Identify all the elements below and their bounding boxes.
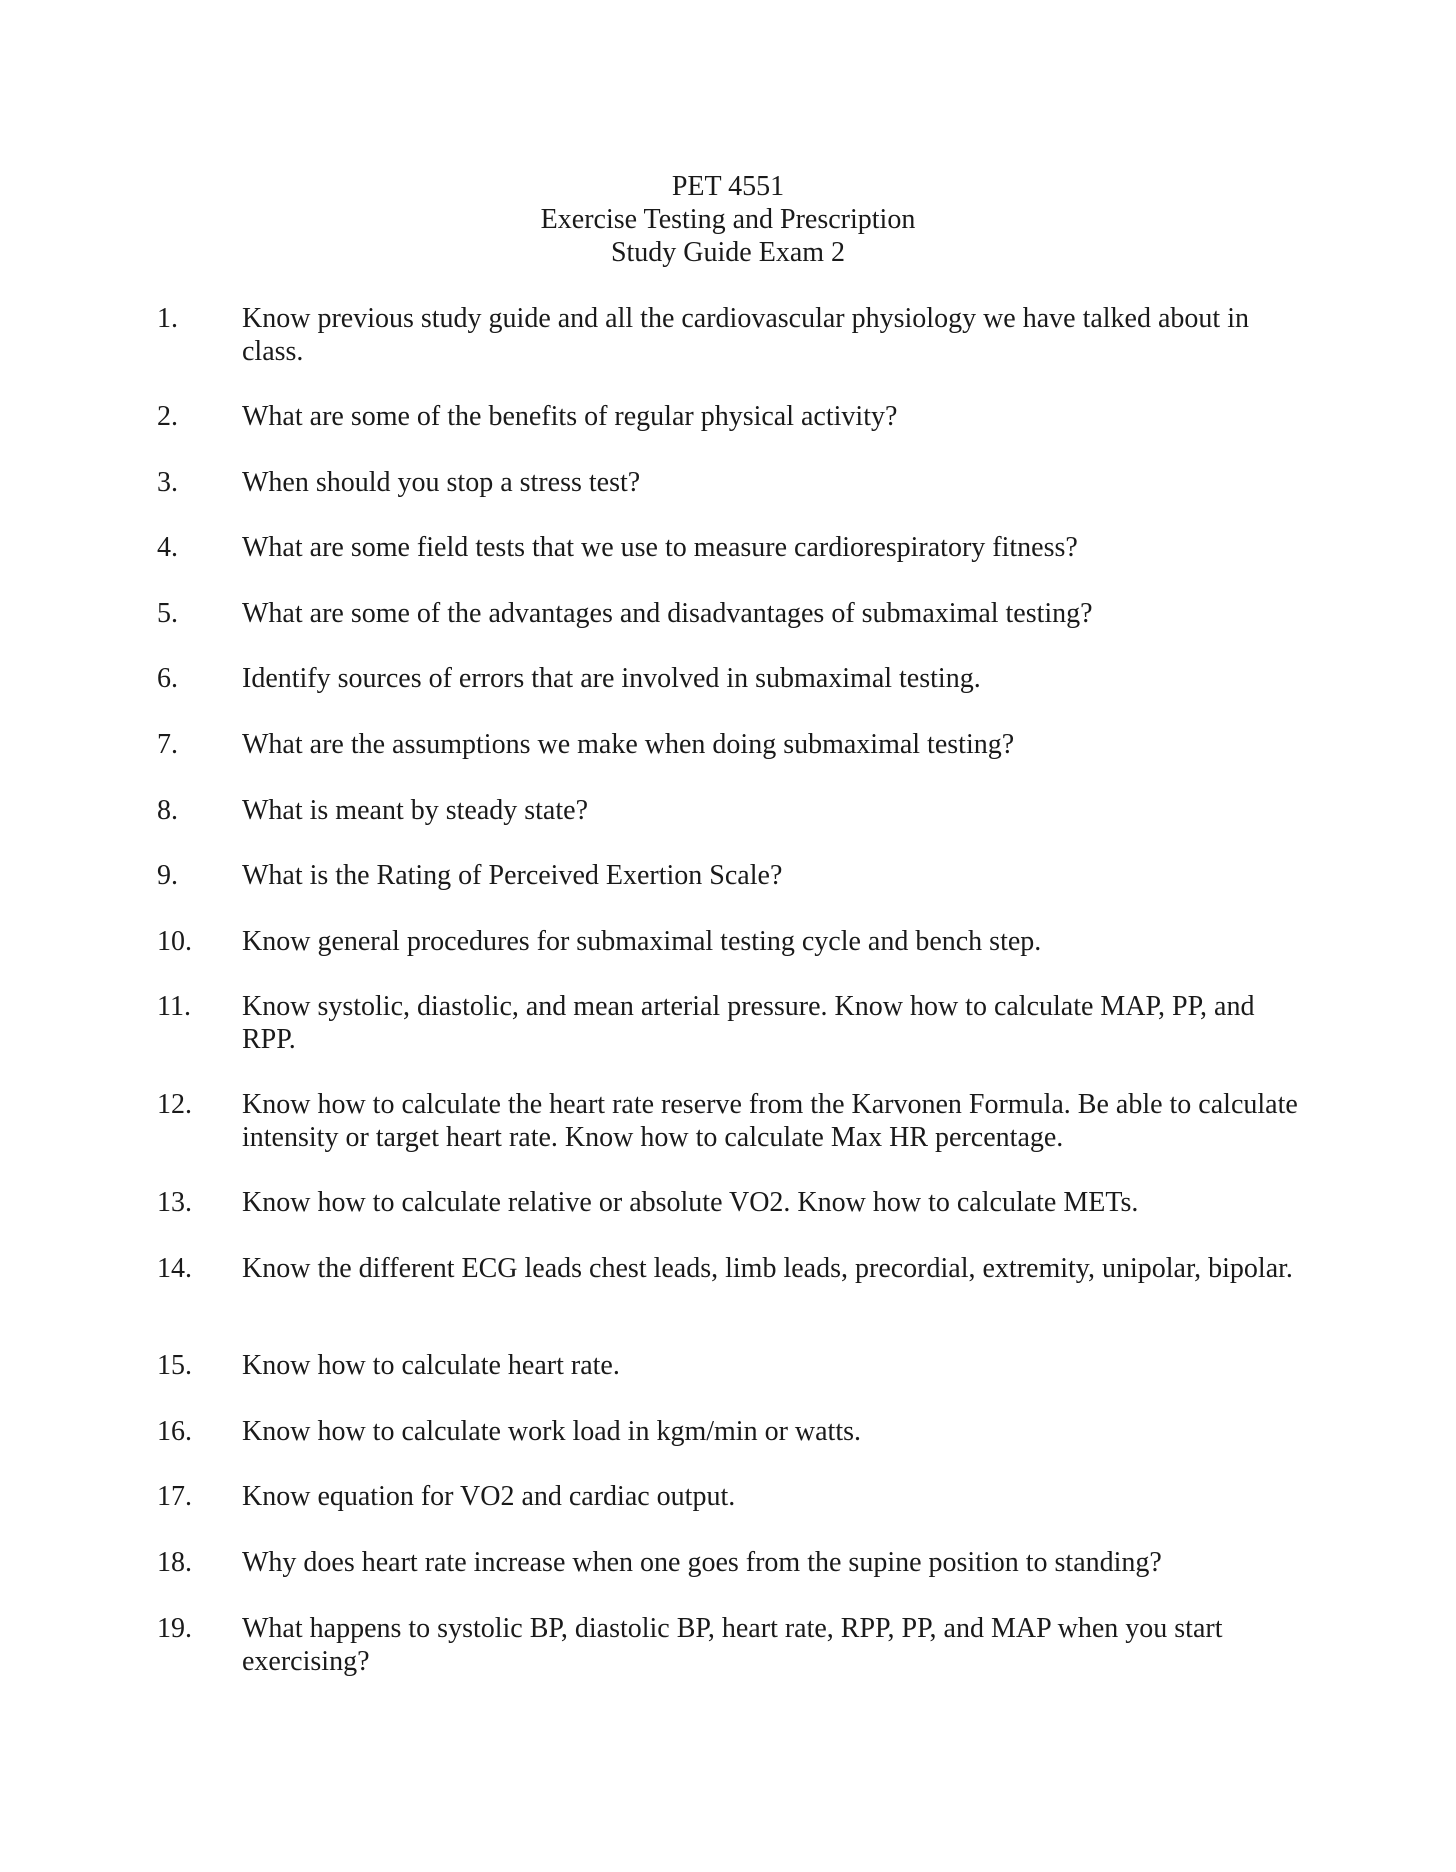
item-text: When should you stop a stress test? bbox=[242, 467, 641, 498]
item-text: Know previous study guide and all the cardiovascular physiology we have talked about in class. bbox=[242, 303, 1249, 367]
item-number: 19. bbox=[157, 1613, 192, 1644]
item-number: 16. bbox=[157, 1416, 192, 1447]
item-number: 12. bbox=[157, 1089, 192, 1120]
item-number: 5. bbox=[157, 598, 178, 629]
course-code: PET 4551 bbox=[671, 171, 785, 202]
item-text: Know general procedures for submaximal testing cycle and bench step. bbox=[242, 926, 1042, 957]
item-text: What are the assumptions we make when doing submaximal testing? bbox=[242, 729, 1015, 760]
course-title: Exercise Testing and Prescription bbox=[540, 204, 916, 235]
item-number: 14. bbox=[157, 1253, 192, 1284]
item-number: 9. bbox=[157, 860, 178, 891]
item-text: Know how to calculate work load in kgm/min or watts. bbox=[242, 1416, 861, 1447]
item-number: 3. bbox=[157, 467, 178, 498]
item-text: What are some field tests that we use to measure cardiorespiratory fitness? bbox=[242, 532, 1078, 563]
item-text: Know how to calculate heart rate. bbox=[242, 1350, 620, 1381]
item-text: What are some of the advantages and disadvantages of submaximal testing? bbox=[242, 598, 1093, 629]
item-number: 1. bbox=[157, 303, 178, 334]
item-text: What is meant by steady state? bbox=[242, 795, 588, 826]
item-number: 15. bbox=[157, 1350, 192, 1381]
item-number: 4. bbox=[157, 532, 178, 563]
item-text: Know how to calculate the heart rate reserve from the Karvonen Formula. Be able to calculate intensity or target heart rate. Know how to calculate Max HR percentage. bbox=[242, 1089, 1298, 1153]
item-text: What is the Rating of Perceived Exertion Scale? bbox=[242, 860, 783, 891]
item-text: Know systolic, diastolic, and mean arterial pressure. Know how to calculate MAP, PP, and RPP. bbox=[242, 991, 1255, 1055]
item-text: Why does heart rate increase when one goes from the supine position to standing? bbox=[242, 1547, 1162, 1578]
item-text: Know how to calculate relative or absolute VO2. Know how to calculate METs. bbox=[242, 1187, 1139, 1218]
item-number: 11. bbox=[157, 991, 191, 1022]
item-number: 18. bbox=[157, 1547, 192, 1578]
item-number: 17. bbox=[157, 1481, 192, 1512]
item-number: 2. bbox=[157, 401, 178, 432]
item-number: 10. bbox=[157, 926, 192, 957]
document-subtitle: Study Guide Exam 2 bbox=[610, 237, 846, 268]
item-number: 13. bbox=[157, 1187, 192, 1218]
item-text: Know the different ECG leads chest leads, limb leads, precordial, extremity, unipolar, bipolar. bbox=[242, 1253, 1293, 1284]
item-text: Know equation for VO2 and cardiac output. bbox=[242, 1481, 736, 1512]
item-number: 7. bbox=[157, 729, 178, 760]
item-number: 6. bbox=[157, 663, 178, 694]
item-number: 8. bbox=[157, 795, 178, 826]
item-text: What happens to systolic BP, diastolic BP, heart rate, RPP, PP, and MAP when you start exercising? bbox=[242, 1613, 1223, 1677]
item-text: What are some of the benefits of regular physical activity? bbox=[242, 401, 898, 432]
item-text: Identify sources of errors that are involved in submaximal testing. bbox=[242, 663, 981, 694]
